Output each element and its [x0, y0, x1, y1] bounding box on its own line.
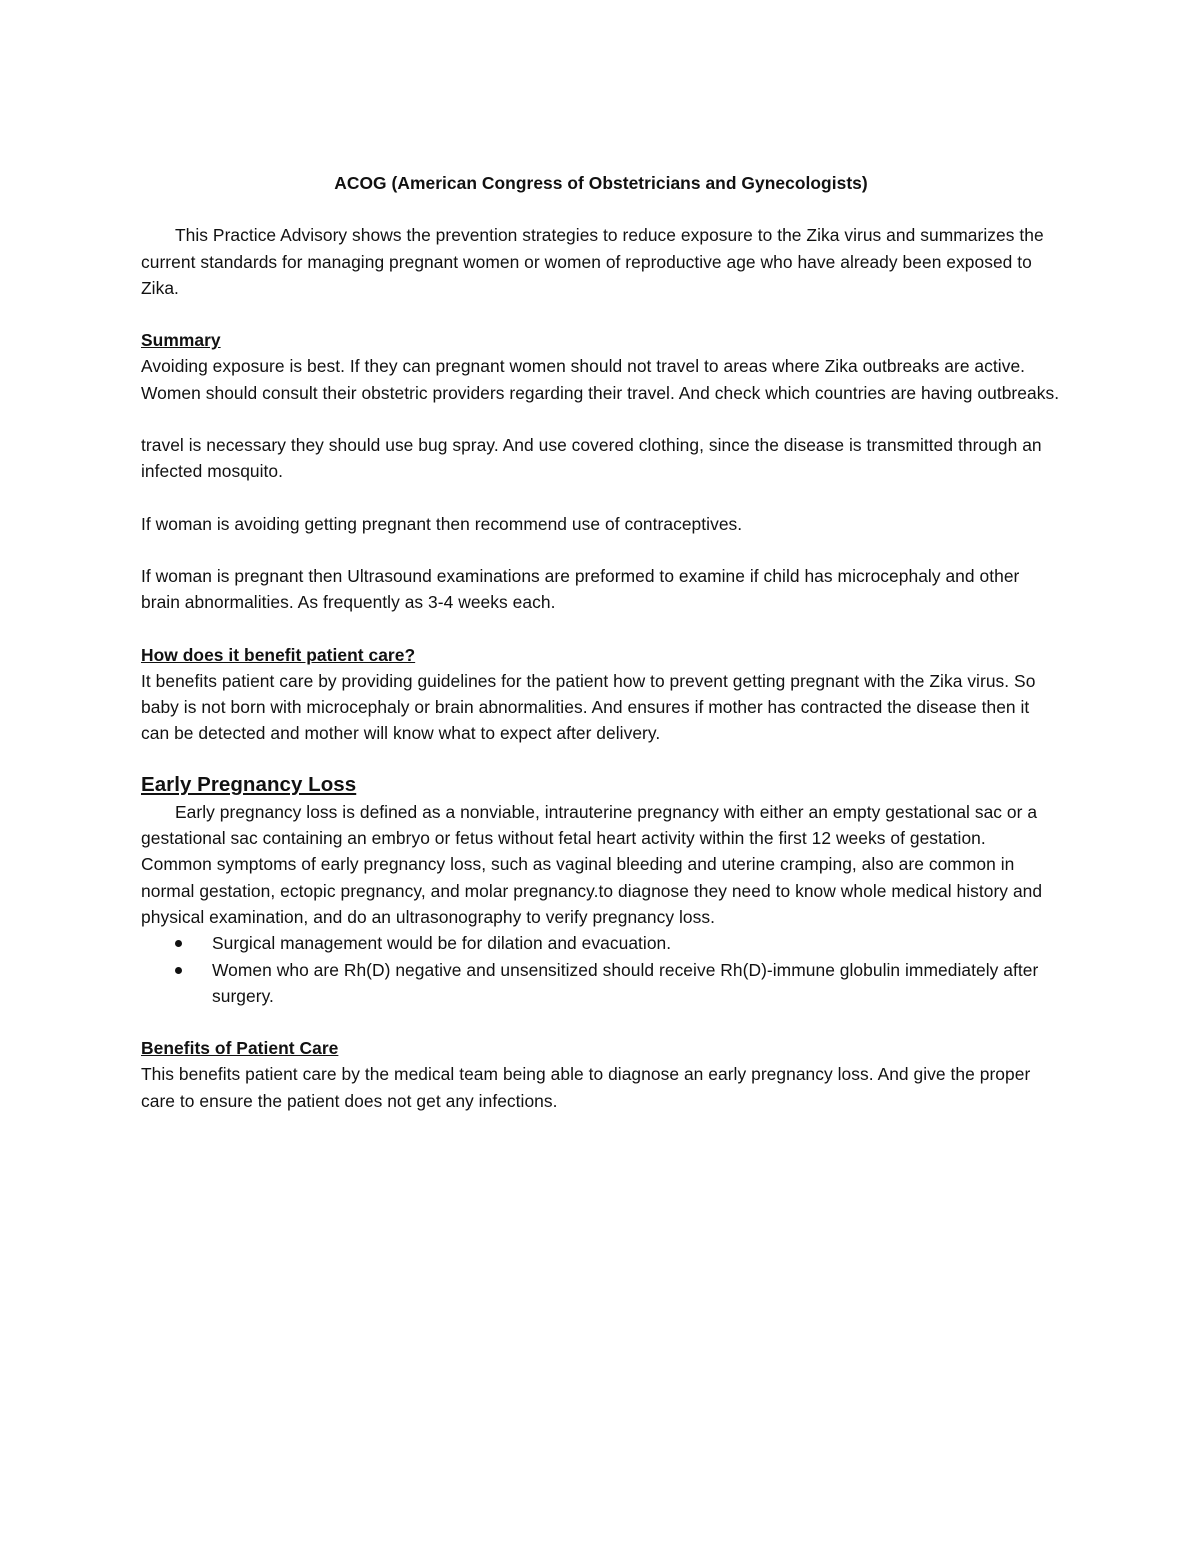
summary-paragraph: Avoiding exposure is best. If they can pregnant women should not travel to areas where Zika outbreaks are active. Women should consult their obstetric providers regarding their travel. And check which countries are having outbreaks. [141, 356, 1060, 403]
benefit-heading: How does it benefit patient care? [141, 644, 416, 665]
early-loss-paragraph: Early pregnancy loss is defined as a nonviable, intrauterine pregnancy with either an empty gestational sac or a gestational sac containing an embryo or fetus without fetal heart activity within the first 12 weeks of gestation. Common symptoms of early pregnancy loss, such as vaginal bleeding and uterine cramping, also are common in normal gestation, ectopic pregnancy, and molar pregnancy.to diagnose they need to know whole medical history and physical examination, and do an ultrasonography to verify pregnancy loss. [141, 801, 1043, 927]
summary-paragraph: If woman is pregnant then Ultrasound examinations are preformed to examine if child has microcephaly and other brain abnormalities. As frequently as 3-4 weeks each. [141, 565, 1020, 613]
intro-paragraph: This Practice Advisory shows the prevention strategies to reduce exposure to the Zika virus and summarizes the current standards for managing pregnant women or women of reproductive age who have already been exposed to Zika. [141, 225, 1044, 298]
bullet-icon [175, 967, 182, 974]
benefits-care-heading: Benefits of Patient Care [141, 1038, 339, 1059]
list-item [212, 957, 1061, 1010]
benefits-care-paragraph: This benefits patient care by the medical team being able to diagnose an early pregnancy loss. And give the proper care to ensure the patient does not get any infections. [141, 1064, 1031, 1111]
benefit-section [141, 642, 1061, 747]
document-title: ACOG (American Congress of Obstetricians and Gynecologists) [334, 173, 868, 193]
summary-heading: Summary [141, 330, 221, 351]
list-item-text: Women who are Rh(D) negative and unsensitized should receive Rh(D)-immune globulin immediately after surgery. [212, 959, 1039, 1006]
early-loss-bullet-list [141, 930, 1061, 1009]
list-item-text: Surgical management would be for dilation and evacuation. [212, 933, 672, 954]
summary-section [141, 327, 1061, 615]
list-item [212, 930, 1061, 956]
early-loss-heading: Early Pregnancy Loss [141, 772, 357, 796]
benefits-care-section [141, 1035, 1061, 1114]
benefit-paragraph: It benefits patient care by providing guidelines for the patient how to prevent getting pregnant with the Zika virus. So baby is not born with microcephaly or brain abnormalities. And ensures if mother has contracted the disease then it can be detected and mother will know what to expect after delivery. [141, 670, 1036, 744]
summary-paragraph: If woman is avoiding getting pregnant then recommend use of contraceptives. [141, 513, 743, 534]
bullet-icon [175, 940, 182, 947]
early-loss-section [141, 771, 1061, 1009]
summary-paragraph: travel is necessary they should use bug spray. And use covered clothing, since the disease is transmitted through an infected mosquito. [141, 435, 1042, 482]
document-body [141, 170, 1061, 1114]
